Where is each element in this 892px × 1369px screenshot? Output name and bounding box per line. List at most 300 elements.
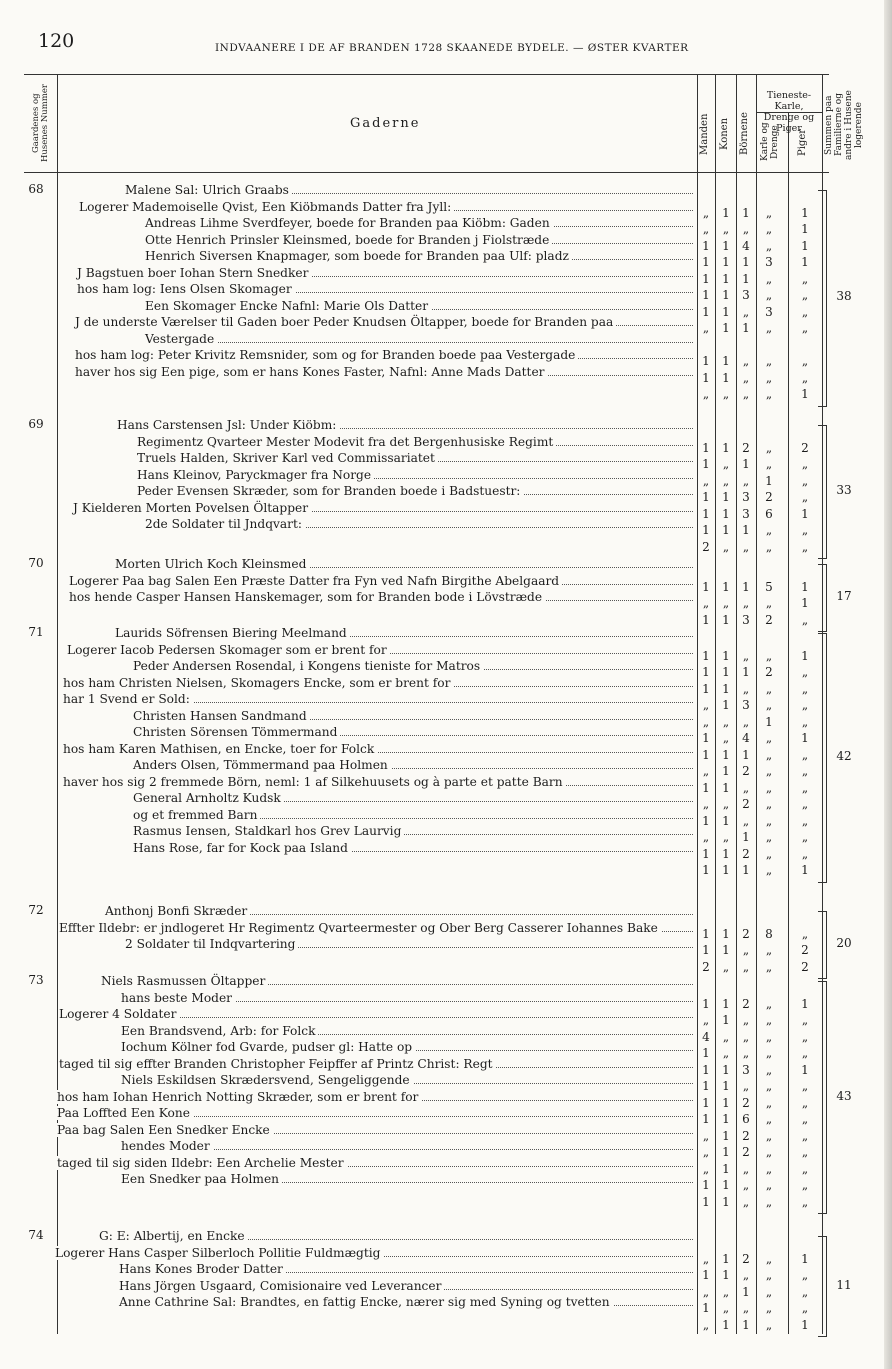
entry-row: [55, 1294, 695, 1310]
count-men: „: [702, 764, 710, 778]
count-servant-men: „: [765, 1079, 773, 1093]
count-children: „: [742, 1013, 750, 1027]
entry-row: [55, 417, 695, 433]
count-servant-girls: „: [801, 321, 809, 335]
count-servant-men: „: [765, 539, 773, 554]
count-servant-men: „: [765, 698, 773, 712]
count-men: „: [702, 205, 710, 220]
count-servant-men: „: [765, 648, 773, 663]
count-men: 1: [702, 523, 710, 537]
count-servant-men: „: [765, 238, 773, 253]
entry-text: J Bagstuen boer Iohan Stern Snedker: [77, 266, 311, 280]
count-servant-men: „: [765, 846, 773, 861]
count-servant-men: „: [765, 830, 773, 844]
count-servant-men: 5: [765, 579, 773, 594]
count-children: „: [742, 943, 750, 957]
entry-text: Vestergade: [145, 332, 217, 346]
entry-row: [55, 1089, 695, 1105]
count-wives: 1: [722, 612, 730, 627]
count-wives: „: [722, 596, 730, 610]
count-men: 1: [702, 1268, 710, 1282]
count-wives: 1: [722, 579, 730, 594]
count-men: 2: [702, 959, 710, 974]
col-rule-men: [697, 74, 698, 1334]
count-men: „: [702, 596, 710, 610]
household-total: 11: [836, 1277, 852, 1292]
entry-row: [55, 248, 695, 264]
count-servant-men: „: [765, 731, 773, 745]
entry-row: [55, 990, 695, 1006]
count-servant-girls: 2: [801, 943, 809, 957]
count-children: „: [742, 959, 750, 974]
count-men: 1: [702, 943, 710, 957]
count-children: 1: [742, 523, 750, 537]
entry-row: [55, 973, 695, 989]
count-children: „: [742, 222, 750, 236]
entry-text: Niels Rasmussen Öltapper: [101, 974, 268, 988]
entry-text: hos ham Karen Mathisen, en Encke, toer for Folck: [63, 742, 377, 756]
count-wives: 1: [722, 1317, 730, 1332]
count-servant-girls: „: [801, 1095, 809, 1110]
count-men: 1: [702, 846, 710, 861]
count-children: 2: [742, 1145, 750, 1159]
count-men: 1: [702, 747, 710, 762]
entry-text: haver hos sig Een pige, som er hans Kones Faster, Nafnl: Anne Mads Datter: [75, 365, 547, 379]
entry-text: Anthonj Bonfi Skræder: [105, 904, 250, 918]
entry-row: [55, 556, 695, 572]
count-servant-men: „: [765, 222, 773, 236]
count-wives: „: [722, 457, 730, 471]
entry-row: [55, 1023, 695, 1039]
count-wives: „: [722, 731, 730, 745]
entry-row: [55, 642, 695, 658]
entry-text: hos ham Christen Nielsen, Skomagers Encke, som er brent for: [63, 676, 453, 690]
count-men: 4: [702, 1029, 710, 1044]
entry-row: [55, 708, 695, 724]
entry-row: [55, 903, 695, 919]
household-total: 33: [836, 483, 852, 497]
entry-row: [55, 658, 695, 674]
entry-text: taged til sig effter Branden Christopher Feipffer af Printz Christ: Regt: [59, 1057, 496, 1071]
entry-row: [55, 1171, 695, 1187]
count-servant-men: „: [765, 1095, 773, 1110]
count-children: 2: [742, 1128, 750, 1143]
count-servant-men: „: [765, 1046, 773, 1060]
entry-text: 2 Soldater til Indqvartering: [125, 937, 298, 951]
count-wives: 1: [722, 205, 730, 220]
count-servant-men: „: [765, 271, 773, 286]
count-wives: 1: [722, 926, 730, 941]
count-men: „: [702, 830, 710, 844]
count-wives: „: [722, 959, 730, 974]
count-servant-men: 2: [765, 665, 773, 679]
count-men: 1: [702, 926, 710, 941]
count-servant-girls: „: [801, 1046, 809, 1060]
page-number: 120: [38, 30, 75, 52]
count-children: 1: [742, 665, 750, 679]
count-men: 1: [702, 996, 710, 1011]
header-servants-title: Tieneste-Karle, Drenge og Piger: [763, 90, 815, 134]
count-children: 2: [742, 1095, 750, 1110]
count-children: 1: [742, 863, 750, 877]
count-servant-girls: „: [801, 271, 809, 286]
count-wives: 1: [722, 440, 730, 455]
entry-text: Andreas Lihme Sverdfeyer, boede for Branden paa Kiöbm: Gaden: [145, 216, 553, 230]
count-servant-girls: „: [801, 747, 809, 762]
count-wives: „: [722, 797, 730, 811]
entry-text: Hans Kleinov, Paryckmager fra Norge: [137, 468, 374, 482]
count-children: 1: [742, 830, 750, 844]
count-servant-men: „: [765, 354, 773, 368]
entry-text: Logerer Iacob Pedersen Skomager som er brent for: [67, 643, 390, 657]
entry-row: [55, 757, 695, 773]
count-wives: „: [722, 1284, 730, 1299]
entry-text: Peder Evensen Skræder, som for Branden boede i Badstuestr:: [137, 484, 523, 498]
count-wives: 1: [722, 1145, 730, 1159]
count-wives: „: [722, 539, 730, 554]
entry-text: Hans Jörgen Usgaard, Comisionaire ved Leverancer: [119, 1279, 444, 1293]
count-children: „: [742, 648, 750, 663]
count-men: 1: [702, 506, 710, 521]
count-servant-men: „: [765, 996, 773, 1011]
entry-text: Truels Halden, Skriver Karl ved Commissariatet: [137, 451, 438, 465]
entry-text: Malene Sal: Ulrich Graabs: [125, 183, 292, 197]
count-wives: 1: [722, 665, 730, 679]
scan-edge: [884, 0, 892, 1369]
count-children: „: [742, 1178, 750, 1192]
count-servant-girls: „: [801, 1112, 809, 1126]
entry-text: J Kielderen Morten Povelsen Öltapper: [73, 501, 311, 515]
entry-text: Niels Eskildsen Skrædersvend, Sengeliggende: [121, 1073, 413, 1087]
count-servant-girls: „: [801, 1268, 809, 1282]
table-top-rule: [24, 74, 829, 75]
count-wives: 1: [722, 1251, 730, 1266]
entry-row: [55, 774, 695, 790]
count-wives: 1: [722, 1161, 730, 1176]
household-total: 38: [836, 289, 852, 304]
entry-row: [55, 516, 695, 532]
entry-text: hos hende Casper Hansen Hanskemager, som for Branden bode i Lövstræde: [69, 590, 545, 604]
entry-text: Logerer Hans Casper Silberloch Pollitie Fuldmægtig: [55, 1246, 383, 1260]
col-rule-children: [736, 74, 737, 1334]
count-servant-men: „: [765, 1161, 773, 1176]
count-wives: „: [722, 714, 730, 729]
entry-text: Hans Rose, far for Kock paa Island: [133, 841, 351, 855]
count-servant-men: 3: [765, 255, 773, 269]
entry-text: J de underste Værelser til Gaden boer Peder Knudsen Öltapper, boede for Branden paa: [75, 315, 616, 329]
count-children: 2: [742, 926, 750, 941]
count-servant-girls: 1: [801, 1251, 809, 1266]
count-children: „: [742, 473, 750, 488]
entry-text: hendes Moder: [121, 1139, 213, 1153]
entry-text: hans beste Moder: [121, 991, 235, 1005]
count-men: 1: [702, 1178, 710, 1192]
count-servant-girls: „: [801, 714, 809, 729]
count-wives: 1: [722, 681, 730, 696]
count-servant-men: „: [765, 1062, 773, 1077]
count-servant-men: „: [765, 288, 773, 302]
count-servant-men: „: [765, 1029, 773, 1044]
entry-text: Logerer 4 Soldater: [59, 1007, 179, 1021]
household-total: 43: [836, 1088, 852, 1103]
col-rule-girls: [788, 112, 789, 1334]
entry-row: [55, 1072, 695, 1088]
count-men: 1: [702, 440, 710, 455]
entry-text: taged til sig siden Ildebr: Een Archelie Mester: [57, 1156, 347, 1170]
house-number: 69: [28, 417, 44, 431]
count-servant-men: „: [765, 1128, 773, 1143]
count-men: 1: [702, 354, 710, 368]
count-wives: „: [722, 387, 730, 401]
entry-text: haver hos sig 2 fremmede Börn, neml: 1 af Silkehuusets og à parte et patte Barn: [63, 775, 566, 789]
count-servant-girls: „: [801, 926, 809, 941]
count-wives: 1: [722, 1268, 730, 1282]
count-wives: „: [722, 1029, 730, 1044]
count-servant-men: „: [765, 1145, 773, 1159]
count-servant-girls: „: [801, 764, 809, 778]
entry-row: [55, 331, 695, 347]
entry-text: Effter Ildebr: er jndlogeret Hr Regimentz Qvarteermester og Ober Berg Casserer Iohannes Bake: [59, 921, 661, 935]
count-servant-men: 2: [765, 490, 773, 504]
count-men: 1: [702, 863, 710, 877]
count-children: 6: [742, 1112, 750, 1126]
entry-text: Hans Carstensen Jsl: Under Kiöbm:: [117, 418, 339, 432]
count-servant-girls: 1: [801, 996, 809, 1011]
count-children: „: [742, 387, 750, 401]
count-servant-men: „: [765, 1301, 773, 1315]
count-children: 1: [742, 747, 750, 762]
count-servant-girls: 1: [801, 863, 809, 877]
count-children: „: [742, 813, 750, 828]
count-children: 1: [742, 255, 750, 269]
count-men: 1: [702, 612, 710, 627]
count-wives: 1: [722, 238, 730, 253]
count-servant-men: „: [765, 1178, 773, 1192]
count-wives: 1: [722, 271, 730, 286]
count-children: „: [742, 1301, 750, 1315]
household-total: 20: [836, 936, 852, 950]
count-men: „: [702, 698, 710, 712]
count-men: 1: [702, 780, 710, 795]
count-servant-men: „: [765, 370, 773, 385]
count-servant-girls: „: [801, 288, 809, 302]
count-servant-girls: „: [801, 370, 809, 385]
count-servant-girls: 1: [801, 579, 809, 594]
entry-text: Logerer Paa bag Salen Een Præste Datter fra Fyn ved Nafn Birgithe Abelgaard: [69, 574, 562, 588]
count-servant-girls: „: [801, 473, 809, 488]
count-servant-girls: „: [801, 1284, 809, 1299]
entry-row: [55, 1261, 695, 1277]
entry-row: [55, 1105, 695, 1121]
count-servant-men: 8: [765, 926, 773, 941]
count-servant-men: „: [765, 1317, 773, 1332]
count-servant-girls: „: [801, 681, 809, 696]
count-wives: 1: [722, 813, 730, 828]
house-number: 70: [28, 556, 44, 570]
count-wives: 1: [722, 943, 730, 957]
count-servant-men: „: [765, 1284, 773, 1299]
count-men: 1: [702, 1112, 710, 1126]
count-servant-men: 1: [765, 714, 773, 729]
count-children: „: [742, 1046, 750, 1060]
count-servant-men: 6: [765, 506, 773, 521]
entry-row: [55, 823, 695, 839]
count-servant-men: 1: [765, 473, 773, 488]
count-wives: 1: [722, 1079, 730, 1093]
count-men: 1: [702, 665, 710, 679]
entry-row: [55, 314, 695, 330]
count-servant-girls: 1: [801, 238, 809, 253]
count-servant-men: „: [765, 457, 773, 471]
header-wives: Konen: [719, 117, 730, 151]
entry-row: [55, 1228, 695, 1244]
entry-row: [55, 347, 695, 363]
entry-row: [55, 625, 695, 641]
entry-text: og et fremmed Barn: [133, 808, 260, 822]
count-children: 2: [742, 1251, 750, 1266]
count-men: „: [702, 387, 710, 401]
count-men: 1: [702, 648, 710, 663]
house-number: 71: [28, 625, 44, 639]
header-men: Manden: [699, 113, 710, 155]
entry-text: hos ham Iohan Henrich Notting Skræder, som er brent for: [57, 1090, 421, 1104]
entry-row: [55, 675, 695, 691]
entry-text: hos ham log: Peter Krivitz Remsnider, som og for Branden boede paa Vestergade: [75, 348, 578, 362]
entry-row: [55, 500, 695, 516]
count-wives: 1: [722, 863, 730, 877]
count-children: „: [742, 1194, 750, 1209]
entry-row: [55, 920, 695, 936]
count-wives: 1: [722, 996, 730, 1011]
entry-text: Een Brandsvend, Arb: for Folck: [121, 1024, 318, 1038]
entry-text: Paa Loffted Een Kone: [57, 1106, 193, 1120]
entry-row: [55, 589, 695, 605]
count-servant-girls: „: [801, 698, 809, 712]
count-men: „: [702, 473, 710, 488]
header-total: Summen paa Familierne og andre i Husene logerende: [824, 90, 864, 160]
count-children: 2: [742, 764, 750, 778]
count-wives: „: [722, 222, 730, 236]
count-men: „: [702, 222, 710, 236]
count-servant-men: „: [765, 747, 773, 762]
entry-text: Laurids Söfrensen Biering Meelmand: [115, 626, 350, 640]
count-children: 3: [742, 288, 750, 302]
table-header-rule: [24, 172, 829, 173]
count-wives: 1: [722, 698, 730, 712]
entry-text: 2de Soldater til Jndqvart:: [145, 517, 305, 531]
entry-row: [55, 1122, 695, 1138]
count-children: „: [742, 354, 750, 368]
count-wives: 1: [722, 288, 730, 302]
count-wives: 1: [722, 1095, 730, 1110]
entry-row: [55, 691, 695, 707]
count-children: „: [742, 681, 750, 696]
count-children: 2: [742, 797, 750, 811]
count-servant-girls: „: [801, 1301, 809, 1315]
count-children: 3: [742, 506, 750, 521]
count-servant-girls: „: [801, 304, 809, 319]
count-men: 1: [702, 731, 710, 745]
entry-row: [55, 724, 695, 740]
count-children: 1: [742, 1317, 750, 1332]
count-children: „: [742, 596, 750, 610]
entry-text: General Arnholtz Kudsk: [133, 791, 284, 805]
entry-text: Logerer Mademoiselle Qvist, Een Kiöbmands Datter fra Jyll:: [79, 200, 454, 214]
entry-text: Een Snedker paa Holmen: [121, 1172, 282, 1186]
household-total: 42: [836, 748, 852, 763]
count-men: „: [702, 1161, 710, 1176]
count-servant-girls: 1: [801, 205, 809, 220]
entry-text: G: E: Albertij, en Encke: [99, 1229, 248, 1243]
entry-row: [55, 298, 695, 314]
count-servant-men: „: [765, 321, 773, 335]
count-servant-girls: 1: [801, 1062, 809, 1077]
count-servant-girls: 2: [801, 959, 809, 974]
count-men: 1: [702, 457, 710, 471]
entry-row: [55, 265, 695, 281]
count-wives: 1: [722, 321, 730, 335]
entry-text: Morten Ulrich Koch Kleinsmed: [115, 557, 309, 571]
count-wives: „: [722, 473, 730, 488]
entry-row: [55, 741, 695, 757]
header-children: Börnene: [739, 112, 750, 156]
count-men: 1: [702, 271, 710, 286]
count-servant-men: „: [765, 1251, 773, 1266]
running-head: INDVAANERE I DE AF BRANDEN 1728 SKAANEDE BYDELE. — ØSTER KVARTER: [215, 42, 689, 54]
count-children: 4: [742, 731, 750, 745]
count-wives: 1: [722, 304, 730, 319]
count-men: 1: [702, 288, 710, 302]
house-number: 73: [28, 973, 44, 987]
entry-row: [55, 364, 695, 380]
count-wives: 1: [722, 506, 730, 521]
entry-row: [55, 215, 695, 231]
entry-text: hos ham log: Iens Olsen Skomager: [77, 282, 295, 296]
count-wives: 1: [722, 255, 730, 269]
count-children: 3: [742, 612, 750, 627]
entry-text: Otte Henrich Prinsler Kleinsmed, boede for Branden j Fiolstræde: [145, 233, 552, 247]
count-children: „: [742, 304, 750, 319]
count-servant-men: „: [765, 1194, 773, 1209]
count-servant-men: „: [765, 1013, 773, 1027]
count-children: 1: [742, 321, 750, 335]
entry-row: [55, 1006, 695, 1022]
count-children: 2: [742, 846, 750, 861]
count-children: 3: [742, 490, 750, 504]
header-house-number: Gaardenes og Husenes Nummer: [31, 84, 50, 162]
entry-row: [55, 936, 695, 952]
count-servant-men: „: [765, 797, 773, 811]
entry-row: [55, 840, 695, 856]
entry-row: [55, 1155, 695, 1171]
count-servant-girls: 1: [801, 731, 809, 745]
header-servant-men: Karle og Drenge: [760, 122, 780, 162]
count-servant-girls: „: [801, 813, 809, 828]
entry-row: [55, 1039, 695, 1055]
count-servant-girls: „: [801, 539, 809, 554]
count-servant-men: „: [765, 764, 773, 778]
count-servant-girls: „: [801, 1178, 809, 1192]
entry-row: [55, 281, 695, 297]
count-servant-girls: „: [801, 780, 809, 795]
count-men: 2: [702, 539, 710, 554]
count-children: 1: [742, 579, 750, 594]
count-men: „: [702, 1128, 710, 1143]
count-men: 1: [702, 1062, 710, 1077]
count-children: „: [742, 780, 750, 795]
col-rule-servants: [756, 74, 757, 1334]
count-servant-girls: 1: [801, 506, 809, 521]
